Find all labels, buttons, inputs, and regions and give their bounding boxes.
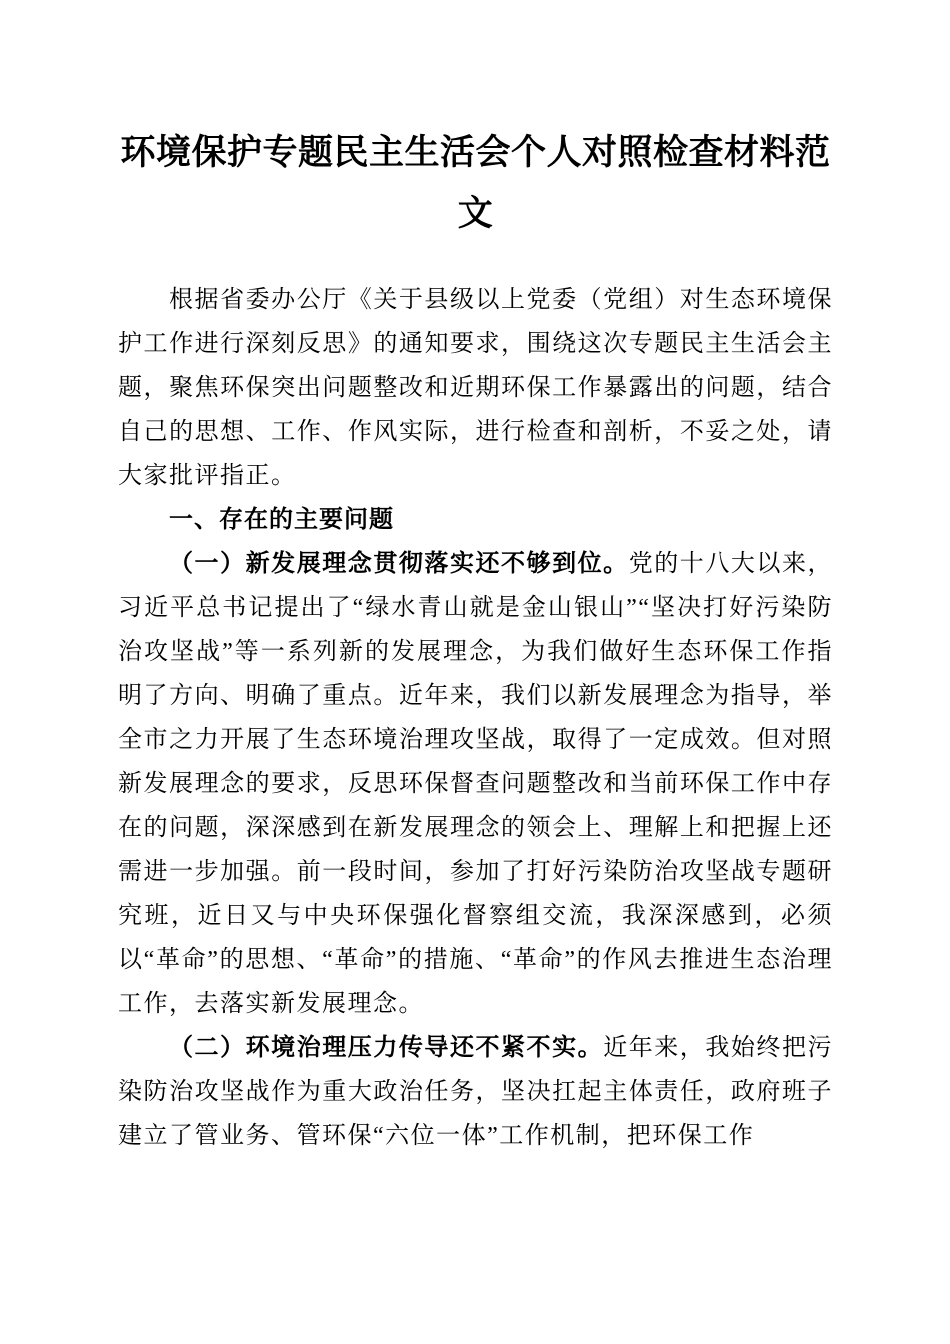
item-1-paragraph <box>118 542 833 1026</box>
document-title: 环境保护专题民主生活会个人对照检查材料范文 <box>120 133 831 233</box>
item-1-body: 党的十八大以来，习近平总书记提出了“绿水青山就是金山银山”“坚决打好污染防治攻坚战”等一系列新的发展理念，为我们做好生态环保工作指明了方向、明确了重点。近年来，我们以新发展理念为指导，举全市之力开展了生态环境治理攻坚战，取得了一定成效。但对照新发展理念的要求，反思环保督查问题整改和当前环保工作中存在的问题，深深感到在新发展理念的领会上、理解上和把握上还需进一步加强。前一段时间，参加了打好污染防治攻坚战专题研究班，近日又与中央环保强化督察组交流，我深深感到，必须以“革命”的思想、“革命”的措施、“革命”的作风去推进生态治理工作，去落实新发展理念。 <box>118 551 833 1017</box>
section-1-heading: 一、存在的主要问题 <box>169 506 394 533</box>
item-1-lead: （一）新发展理念贯彻落实还不够到位。 <box>169 551 629 577</box>
intro-paragraph: 根据省委办公厅《关于县级以上党委（党组）对生态环境保护工作进行深刻反思》的通知要求，围绕这次专题民主生活会主题，聚焦环保突出问题整改和近期环保工作暴露出的问题，结合自己的思想、工作、作风实际，进行检查和剖析，不妥之处，请大家批评指正。 <box>118 287 833 489</box>
item-2-lead: （二）环境治理压力传导还不紧不实。 <box>169 1035 604 1061</box>
item-2-paragraph <box>118 1026 833 1158</box>
item-2-body: 近年来，我始终把污染防治攻坚战作为重大政治任务，坚决扛起主体责任，政府班子建立了管业务、管环保“六位一体”工作机制，把环保工作 <box>118 1035 834 1149</box>
